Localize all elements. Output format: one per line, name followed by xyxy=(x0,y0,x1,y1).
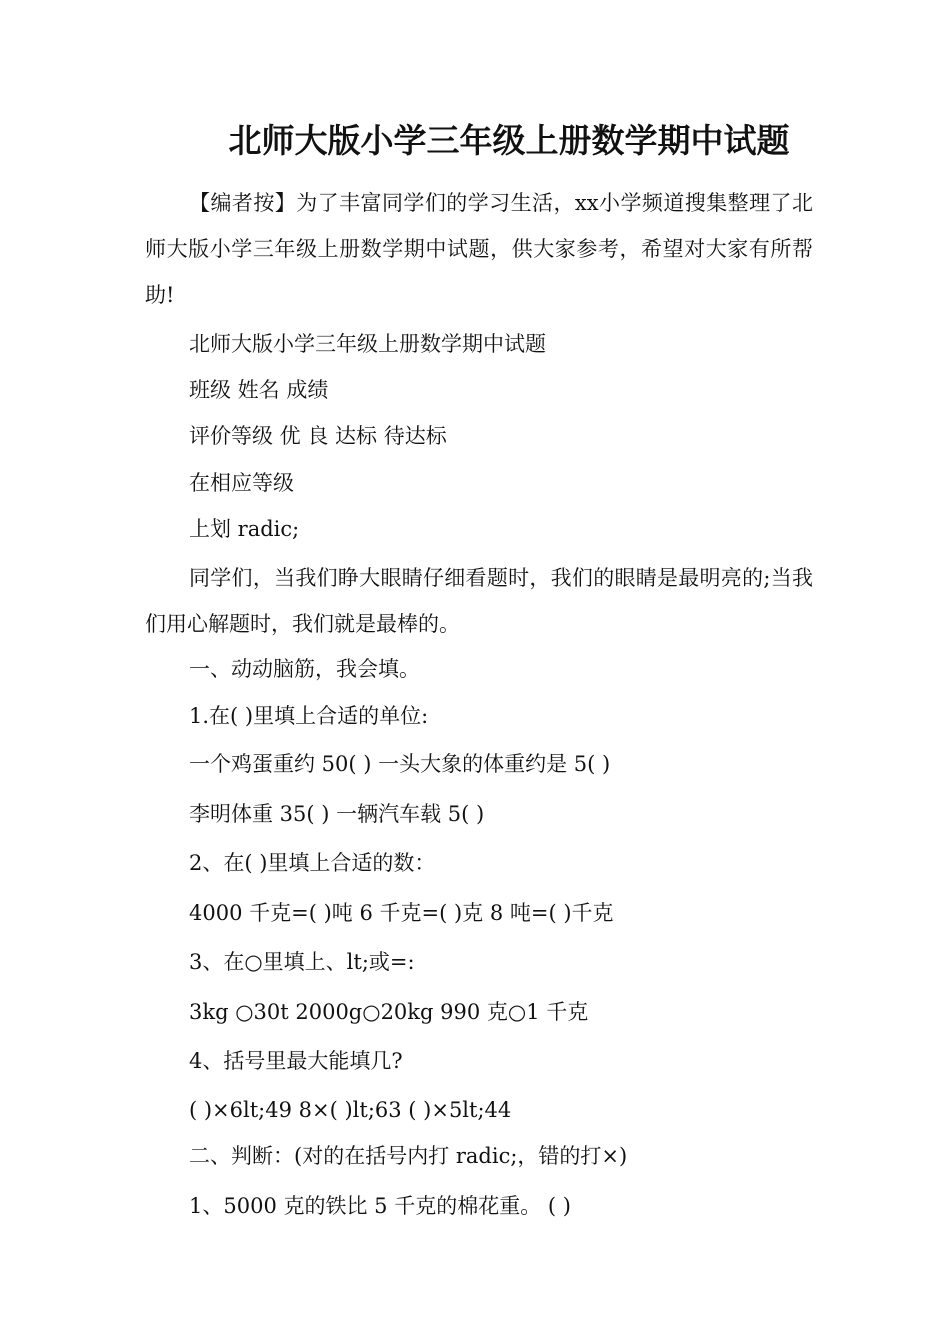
question-1-line-b: 李明体重 35( ) 一辆汽车载 5( ) xyxy=(189,802,485,826)
question-4-items: ( )×6lt;49 8×( )lt;63 ( )×5lt;44 xyxy=(189,1098,512,1122)
grade-instruction-line: 在相应等级 xyxy=(189,471,294,495)
encouragement-paragraph: 同学们，当我们睁大眼睛仔细看题时，我们的眼睛是最明亮的;当我们用心解题时，我们就是最棒的。 xyxy=(145,566,813,636)
section-one-heading: 一、动动脑筋，我会填。 xyxy=(189,657,420,681)
mark-instruction-line: 上划 radic; xyxy=(189,517,300,541)
judgment-question-1: 1、5000 克的铁比 5 千克的棉花重。 ( ) xyxy=(189,1194,571,1218)
question-4-prompt: 4、括号里最大能填几? xyxy=(189,1049,403,1073)
grade-levels-line: 评价等级 优 良 达标 待达标 xyxy=(189,424,447,448)
document-title: 北师大版小学三年级上册数学期中试题 xyxy=(228,121,790,160)
question-2-items: 4000 千克=( )吨 6 千克=( )克 8 吨=( )千克 xyxy=(189,901,614,925)
section-two-heading: 二、判断：(对的在括号内打 radic;，错的打×) xyxy=(189,1144,628,1168)
question-2-prompt: 2、在( )里填上合适的数： xyxy=(189,851,436,875)
subtitle-line: 北师大版小学三年级上册数学期中试题 xyxy=(189,332,546,356)
class-name-score-line: 班级 姓名 成绩 xyxy=(189,378,329,402)
question-1-prompt: 1.在( )里填上合适的单位: xyxy=(189,704,429,728)
editor-note-paragraph: 【编者按】为了丰富同学们的学习生活，xx小学频道搜集整理了北师大版小学三年级上册数学期中试题，供大家参考，希望对大家有所帮助! xyxy=(145,191,813,307)
question-1-line-a: 一个鸡蛋重约 50( ) 一头大象的体重约是 5( ) xyxy=(189,752,611,776)
question-3-prompt: 3、在○里填上、lt;或=: xyxy=(189,950,415,974)
question-3-items: 3kg ○30t 2000g○20kg 990 克○1 千克 xyxy=(189,1000,589,1024)
